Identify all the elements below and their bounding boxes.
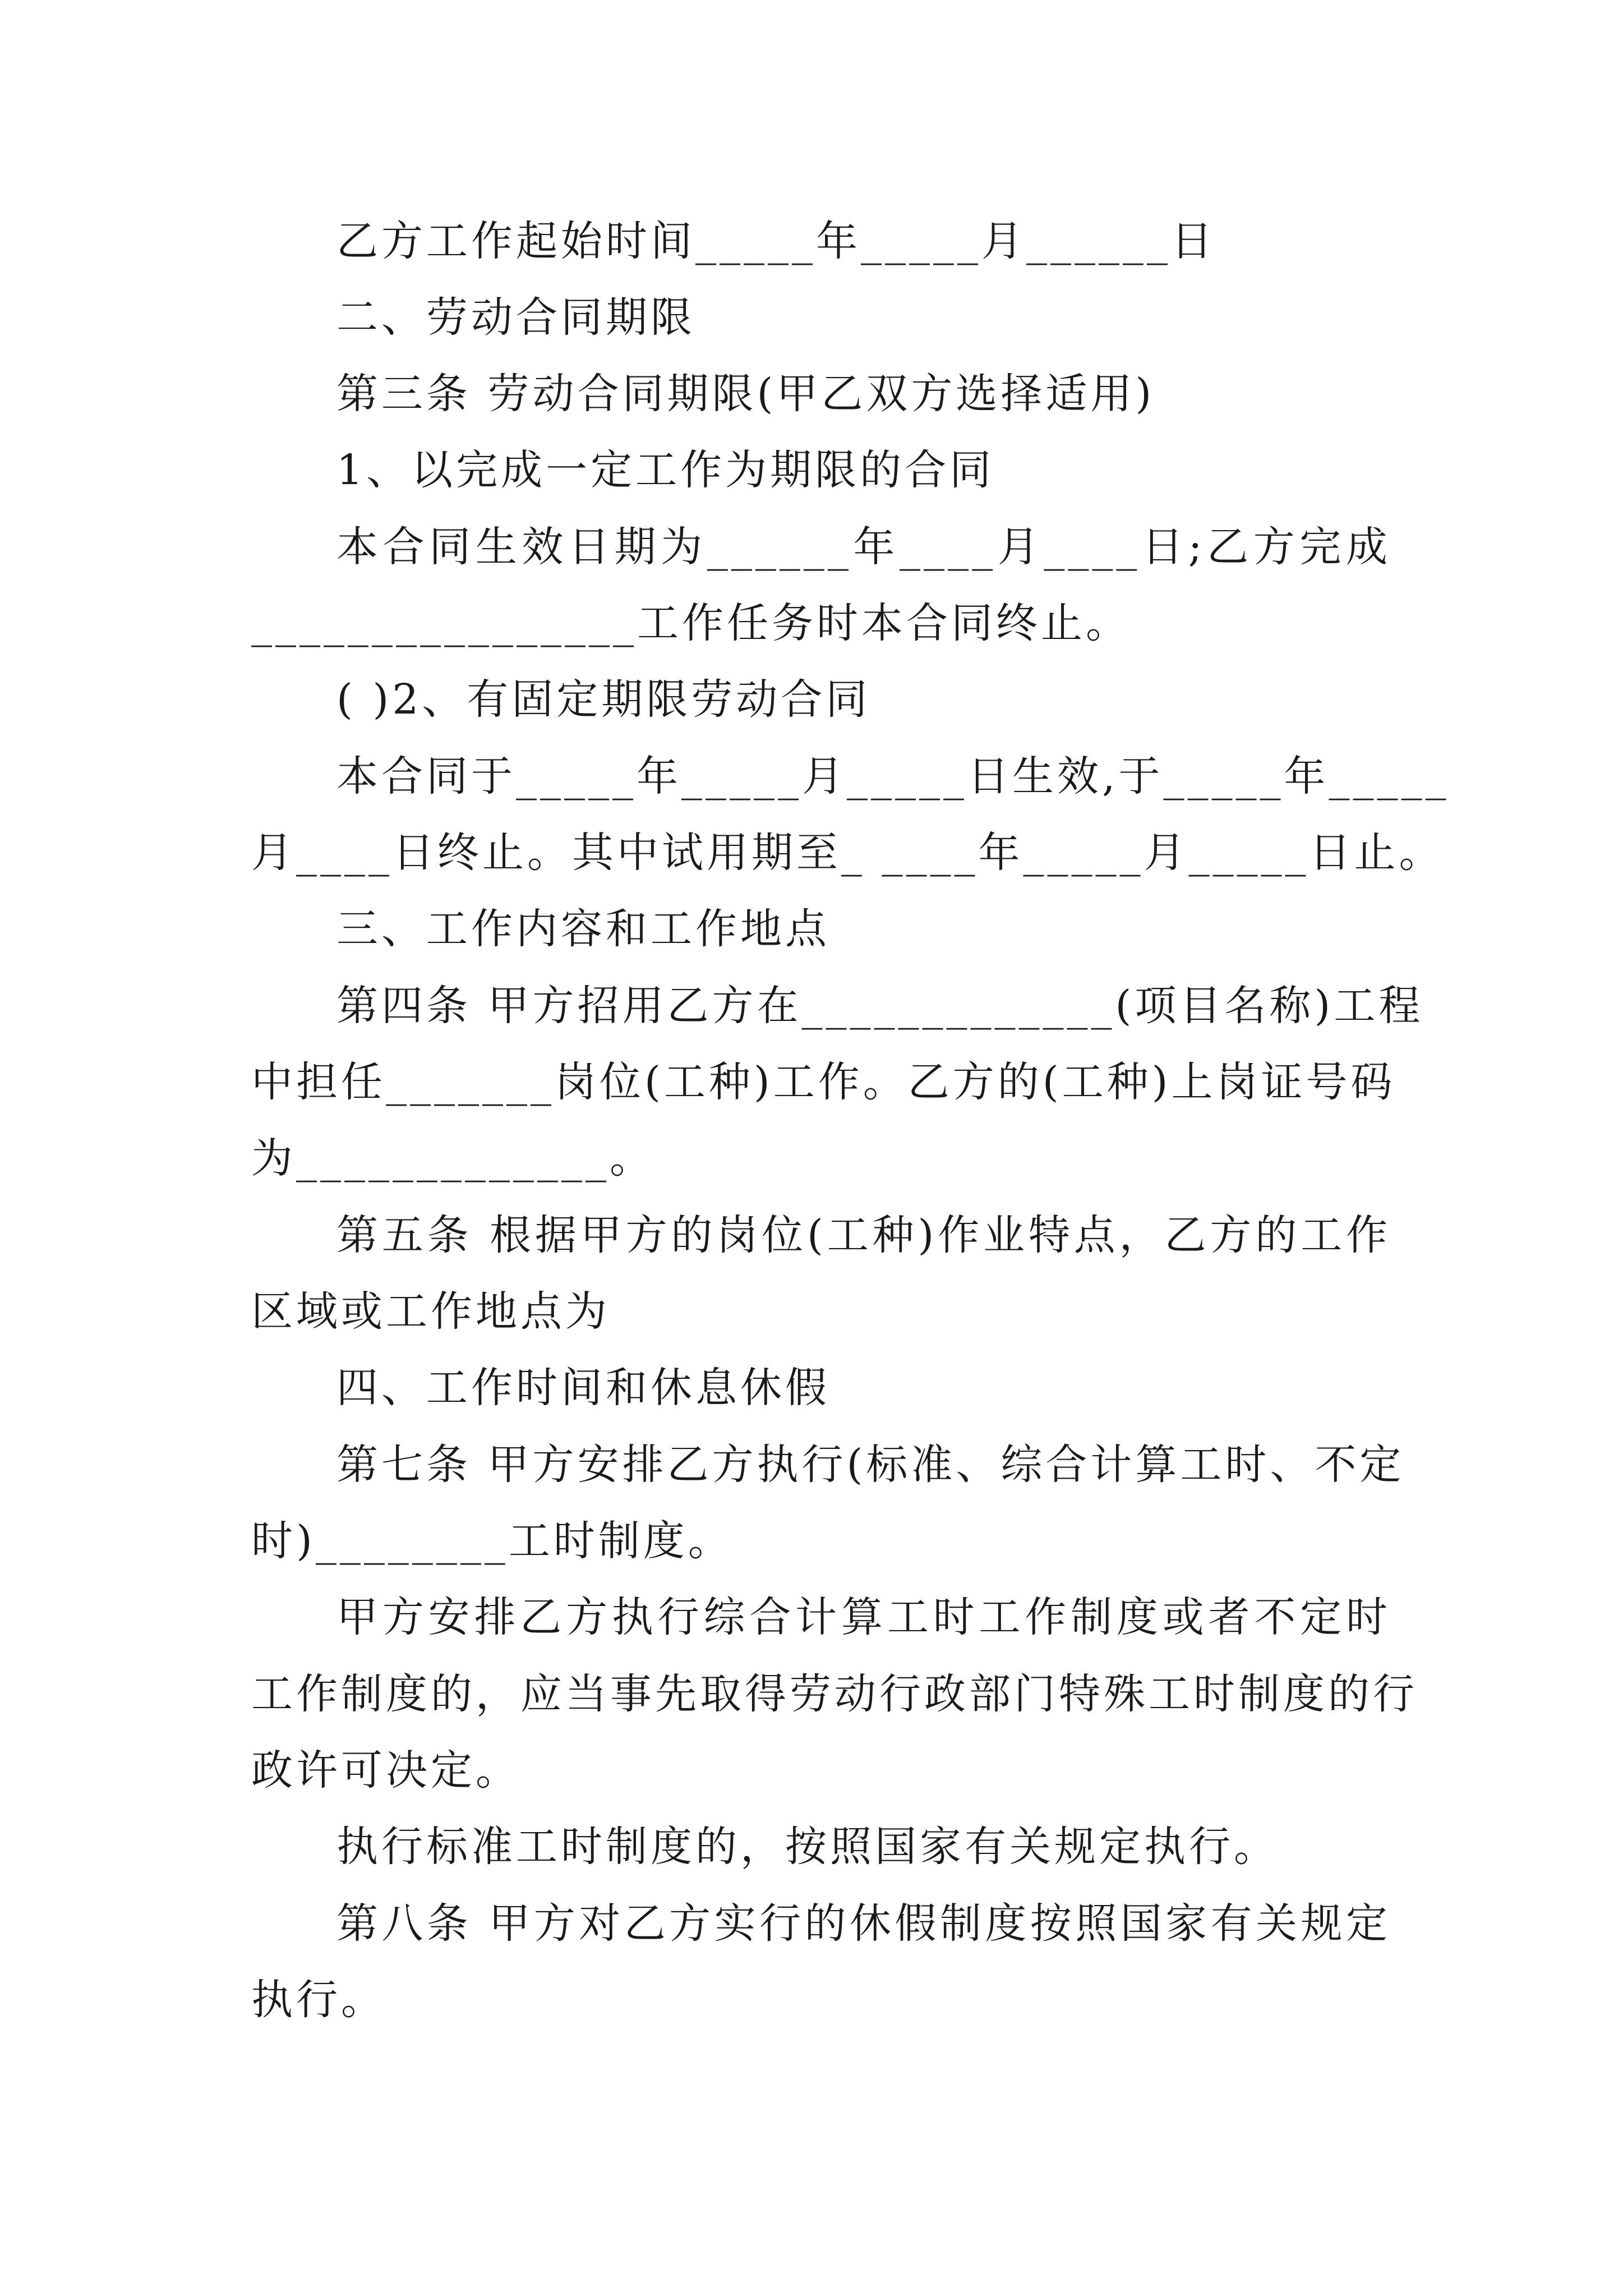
section-3-heading: 三、工作内容和工作地点 (336, 905, 830, 953)
article-5-line-1: 第五条 根据甲方的岗位(工种)作业特点，乙方的工作 (336, 1211, 1391, 1259)
article-7-line-1: 第七条 甲方安排乙方执行(标准、综合计算工时、不定 (336, 1441, 1405, 1489)
task-termination-line: ________________工作任务时本合同终止。 (251, 599, 1131, 647)
fixed-term-start-line: 本合同于_____年_____月_____日生效,于_____年_____ (336, 752, 1450, 800)
article-4-line-3: 为_____________。 (251, 1134, 654, 1182)
section-2-heading: 二、劳动合同期限 (336, 293, 695, 342)
article-5-line-2: 区域或工作地点为 (251, 1287, 610, 1336)
article-7-line-2: 时)________工时制度。 (251, 1517, 733, 1565)
contract-type-2: ( )2、有固定期限劳动合同 (336, 675, 871, 724)
contract-type-1: 1、以完成一定工作为期限的合同 (336, 446, 995, 494)
article-8-line-2: 执行。 (251, 1976, 386, 2024)
article-8-line-1: 第八条 甲方对乙方实行的休假制度按照国家有关规定 (336, 1899, 1391, 1948)
article-3-title: 第三条 劳动合同期限(甲乙双方选择适用) (336, 370, 1155, 418)
section-4-heading: 四、工作时间和休息休假 (336, 1364, 830, 1412)
fixed-term-end-line: 月____日终止。其中试用期至_ ____年_____月_____日止。 (251, 829, 1444, 877)
start-date-line: 乙方工作起始时间_____年_____月______日 (336, 217, 1216, 265)
comprehensive-hours-line-2: 工作制度的，应当事先取得劳动行政部门特殊工时制度的行 (251, 1670, 1418, 1718)
article-4-line-2: 中担任_______岗位(工种)工作。乙方的(工种)上岗证号码 (251, 1058, 1396, 1106)
comprehensive-hours-line-1: 甲方安排乙方执行综合计算工时工作制度或者不定时 (336, 1593, 1391, 1641)
standard-hours-line: 执行标准工时制度的，按照国家有关规定执行。 (336, 1823, 1279, 1871)
effective-date-line: 本合同生效日期为______年____月____日;乙方完成 (336, 523, 1391, 571)
article-4-line-1: 第四条 甲方招用乙方在_____________(项目名称)工程 (336, 982, 1424, 1030)
comprehensive-hours-line-3: 政许可决定。 (251, 1746, 520, 1795)
